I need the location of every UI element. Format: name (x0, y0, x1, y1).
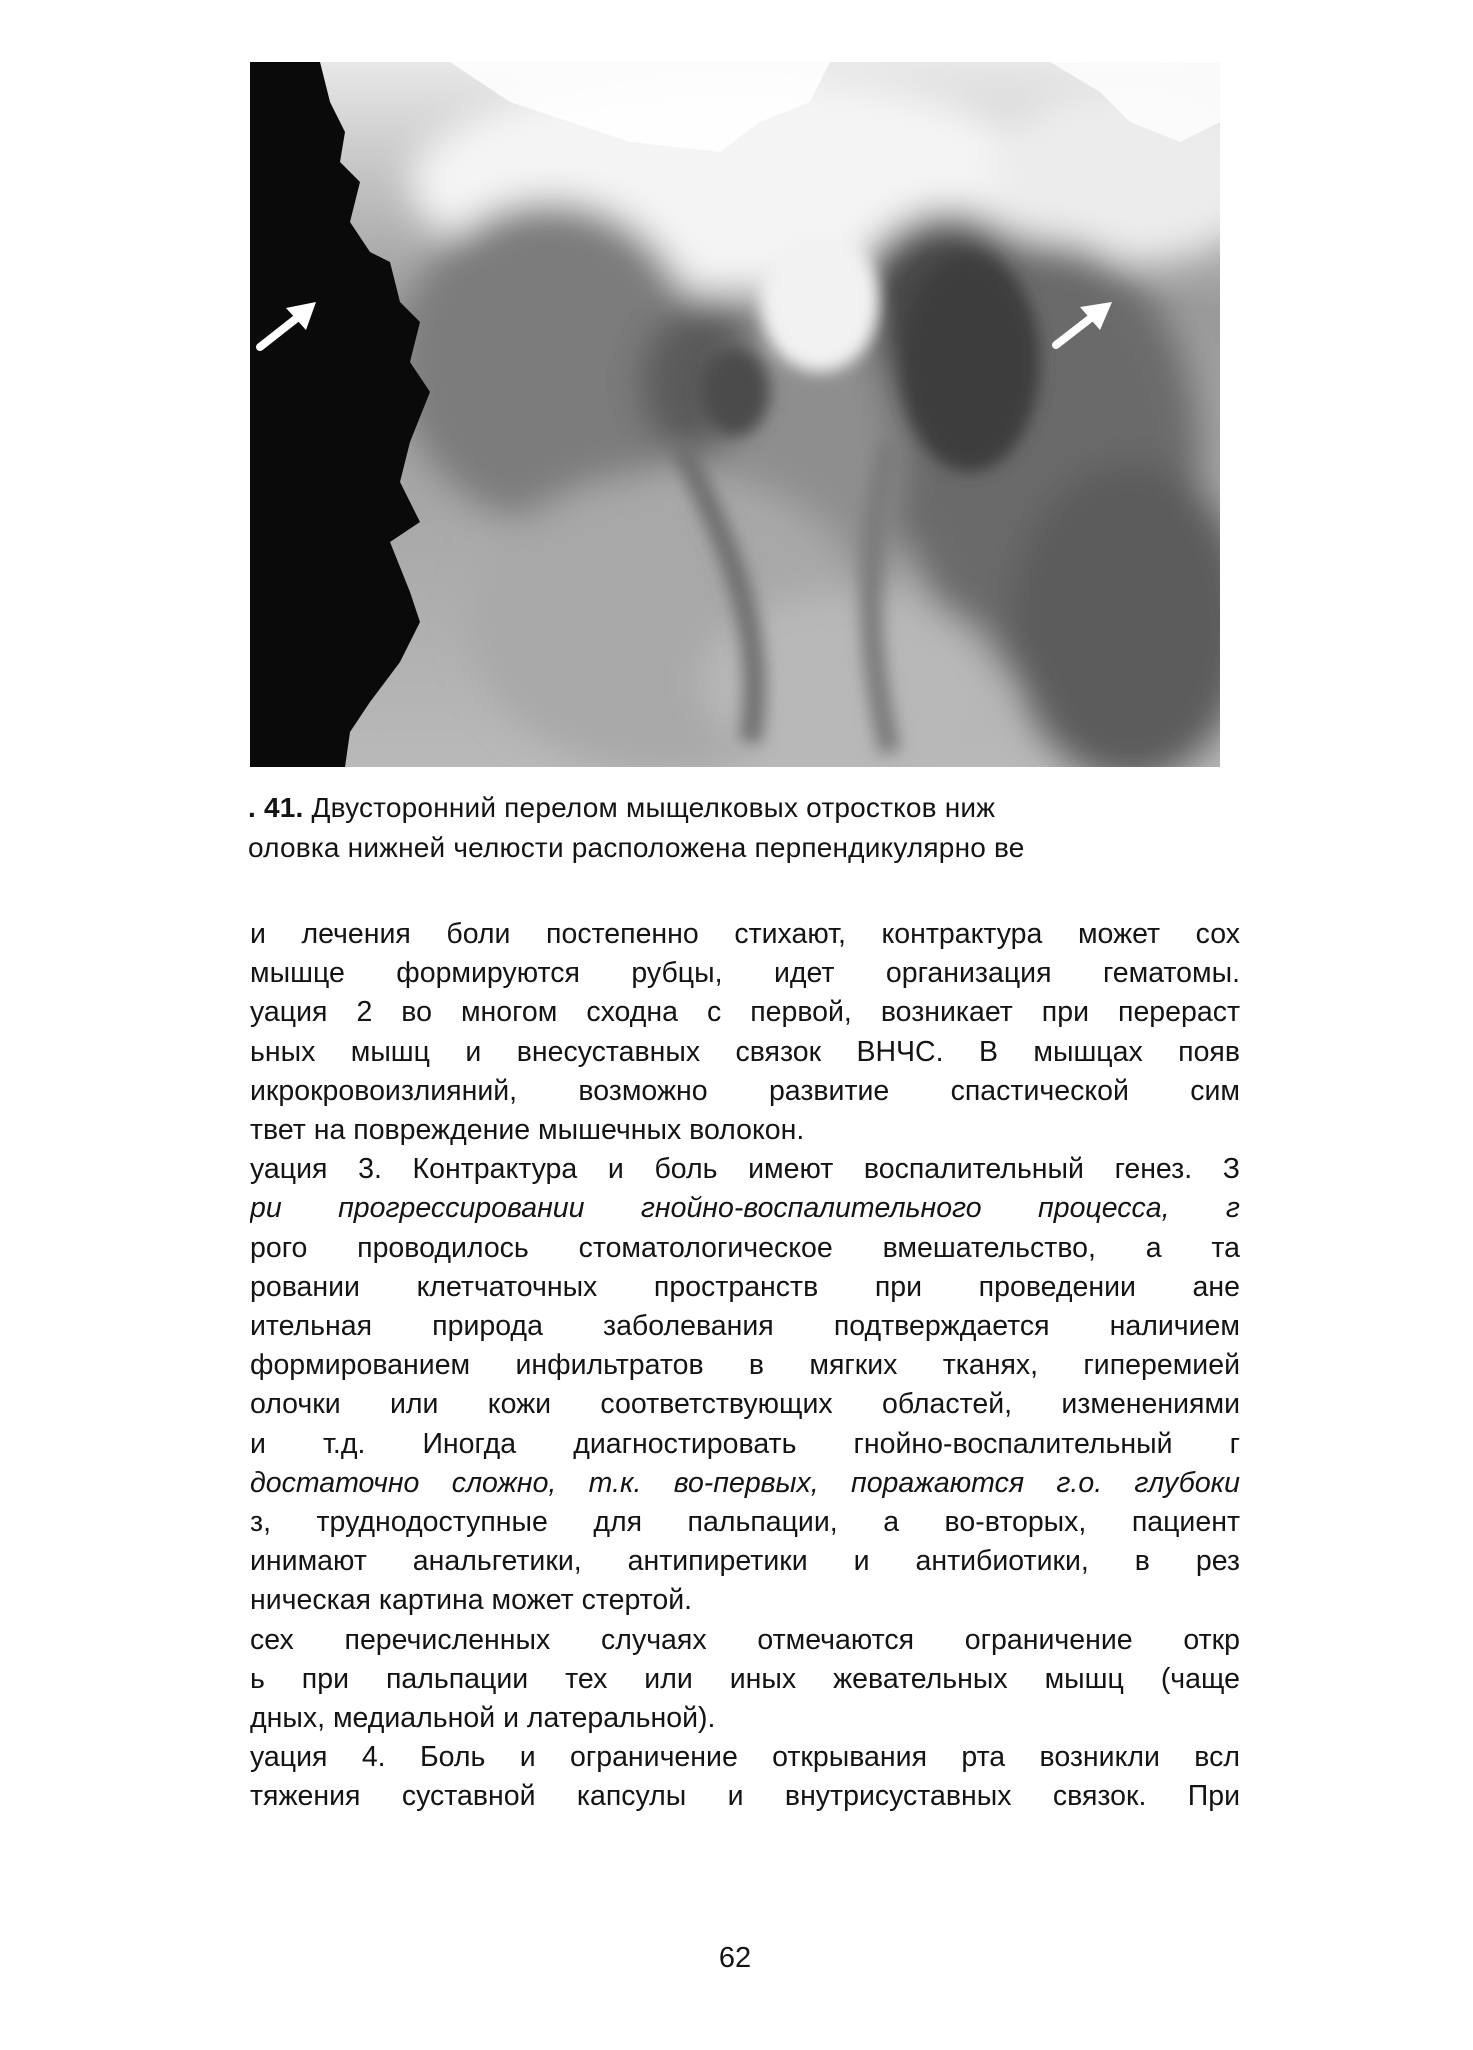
caption-line-1 (248, 788, 1238, 828)
text-line: ь при пальпации тех или иных жевательных мышц (чаще (250, 1662, 1240, 1695)
text-line: олочки или кожи соответствующих областей, изменениями (250, 1388, 1240, 1421)
text-line: рого проводилось стоматологическое вмешательство, а та (250, 1231, 1240, 1264)
body-text (250, 915, 1240, 1817)
text-line: ьных мышц и внесуставных связок ВНЧС. В мышцах появ (250, 1035, 1240, 1068)
text-line: достаточно сложно, т.к. во-первых, поражаются г.о. глубоки (250, 1466, 1240, 1499)
text-line: ительная природа заболевания подтверждается наличием (250, 1310, 1240, 1343)
text-line: формированием инфильтратов в мягких тканях, гиперемией (250, 1349, 1240, 1382)
text-line: и т.д. Иногда диагностировать гнойно-воспалительный г (250, 1427, 1240, 1460)
text-line: уация 4. Боль и ограничение открывания рта возникли всл (250, 1741, 1240, 1774)
text-line: мышце формируются рубцы, идет организация гематомы. (250, 957, 1240, 990)
text-line: тяжения суставной капсулы и внутрисуставных связок. При (250, 1780, 1240, 1813)
figure-caption (248, 788, 1248, 868)
caption-line-2: оловка нижней челюсти расположена перпендикулярно ве (248, 832, 1025, 863)
caption-text-1: Двусторонний перелом мыщелковых отростков ниж (303, 792, 996, 823)
text-line: ри прогрессировании гнойно-воспалительного процесса, г (250, 1192, 1240, 1225)
page-number: 62 (718, 1942, 752, 1974)
text-line: и лечения боли постепенно стихают, контрактура может сох (250, 918, 1240, 950)
text-line: уация 2 во многом сходна с первой, возникает при перераст (250, 996, 1240, 1029)
text-line: дных, медиальной и латеральной). (250, 1702, 716, 1735)
text-line: сех перечисленных случаях отмечаются ограничение откр (250, 1623, 1240, 1656)
text-line: ническая картина может стертой. (250, 1584, 693, 1617)
radiograph-figure (250, 62, 1220, 767)
text-line: з, труднодоступные для пальпации, а во-вторых, пациент (250, 1506, 1240, 1539)
radiograph-image (250, 62, 1220, 767)
text-line: твет на повреждение мышечных волокон. (250, 1114, 805, 1147)
text-line: икрокровоизлияний, возможно развитие спастической сим (250, 1074, 1240, 1107)
text-line: инимают анальгетики, антипиретики и антибиотики, в рез (250, 1545, 1240, 1578)
text-line: ровании клетчаточных пространств при проведении ане (250, 1270, 1240, 1303)
text-line: уация 3. Контрактура и боль имеют воспалительный генез. З (250, 1153, 1240, 1186)
figure-number: . 41. (248, 792, 304, 823)
